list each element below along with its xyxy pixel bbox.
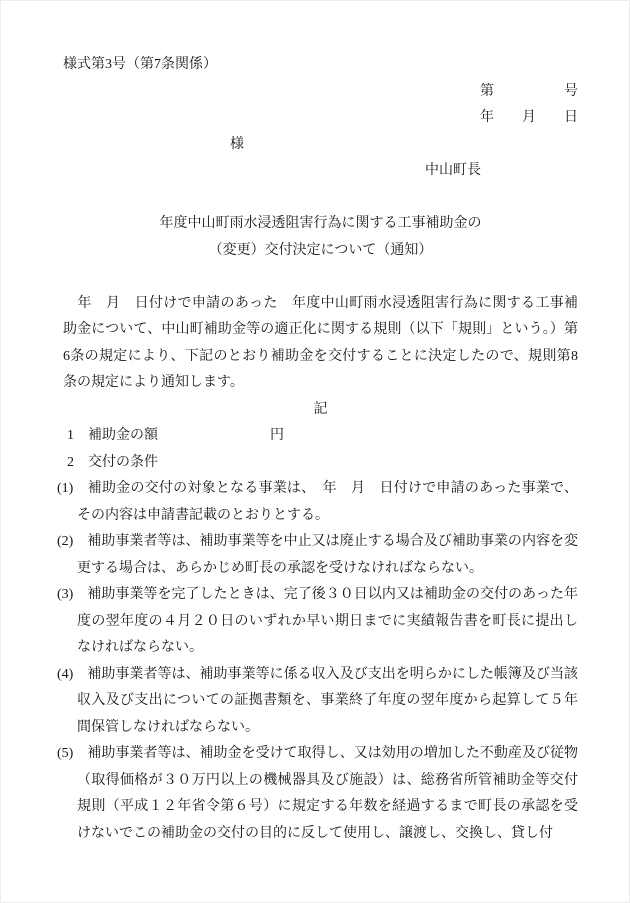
condition-number: (5)	[57, 746, 74, 761]
addressee-line: 様	[230, 136, 244, 152]
condition-item-2	[57, 529, 578, 582]
condition-number: (1)	[57, 481, 74, 496]
list-text: 補助金の額 円	[74, 428, 284, 443]
date-line: 年 月 日	[480, 110, 578, 125]
condition-item-1	[57, 476, 578, 529]
condition-text: 補助事業者等は、補助事業等を中止又は廃止する場合及び補助事業の内容を変更する場合は、あらかじめ町長の承認を受けなければならない。	[73, 534, 578, 576]
doc-number-line: 第 号	[480, 83, 578, 99]
condition-number: (3)	[57, 587, 74, 602]
list-item-amount	[67, 423, 578, 450]
list-item-terms	[67, 450, 578, 477]
ki-marker: 記	[313, 401, 328, 417]
title-line-2: （変更）交付決定について（通知）	[208, 242, 433, 258]
condition-number: (4)	[57, 666, 74, 682]
condition-item-3	[57, 582, 578, 662]
form-number: 様式第3号（第7条関係）	[63, 57, 217, 72]
list-number: 1	[67, 428, 74, 443]
list-text: 交付の条件	[74, 454, 158, 470]
condition-item-5	[57, 741, 578, 847]
document-title	[63, 211, 578, 264]
body-paragraph: 年 月 日付けで申請のあった 年度中山町雨水浸透阻害行為に関する工事補助金について、中山町補助金等の適正化に関する規則（以下「規則」という。）第6条の規定により、下記のとおり補助金を交付することに決定したので、規則第8条の規定により通知します。	[63, 295, 578, 390]
condition-text: 補助事業等を完了したときは、完了後３０日以内又は補助金の交付のあった年度の翌年度の４月２０日のいずれか早い期日までに実績報告書を町長に提出しなければならない。	[73, 587, 578, 655]
sender-name: 中山町長	[425, 163, 481, 178]
list-number: 2	[67, 454, 74, 470]
condition-number: (2)	[57, 534, 74, 549]
condition-text: 補助金の交付の対象となる事業は、 年 月 日付けで申請のあった事業で、その内容は申請書記載のとおりとする。	[73, 481, 578, 523]
title-line-1: 年度中山町雨水浸透阻害行為に関する工事補助金の	[159, 216, 482, 231]
condition-text: 補助事業者等は、補助事業等に係る収入及び支出を明らかにした帳簿及び当該収入及び支出についての証拠書類を、事業終了年度の翌年度から起算して５年間保管しなければならない。	[73, 666, 578, 735]
condition-text: 補助事業者等は、補助金を受けて取得し、又は効用の増加した不動産及び従物（取得価格が３０万円以上の機械器具及び施設）は、総務省所管補助金等交付規則（平成１２年省令第６号）に規定する年数を経過するまで町長の承認を受けないでこの補助金の交付の目的に反して使用し、譲渡し、交換し、貸し付	[73, 746, 578, 841]
condition-item-4	[57, 662, 578, 742]
